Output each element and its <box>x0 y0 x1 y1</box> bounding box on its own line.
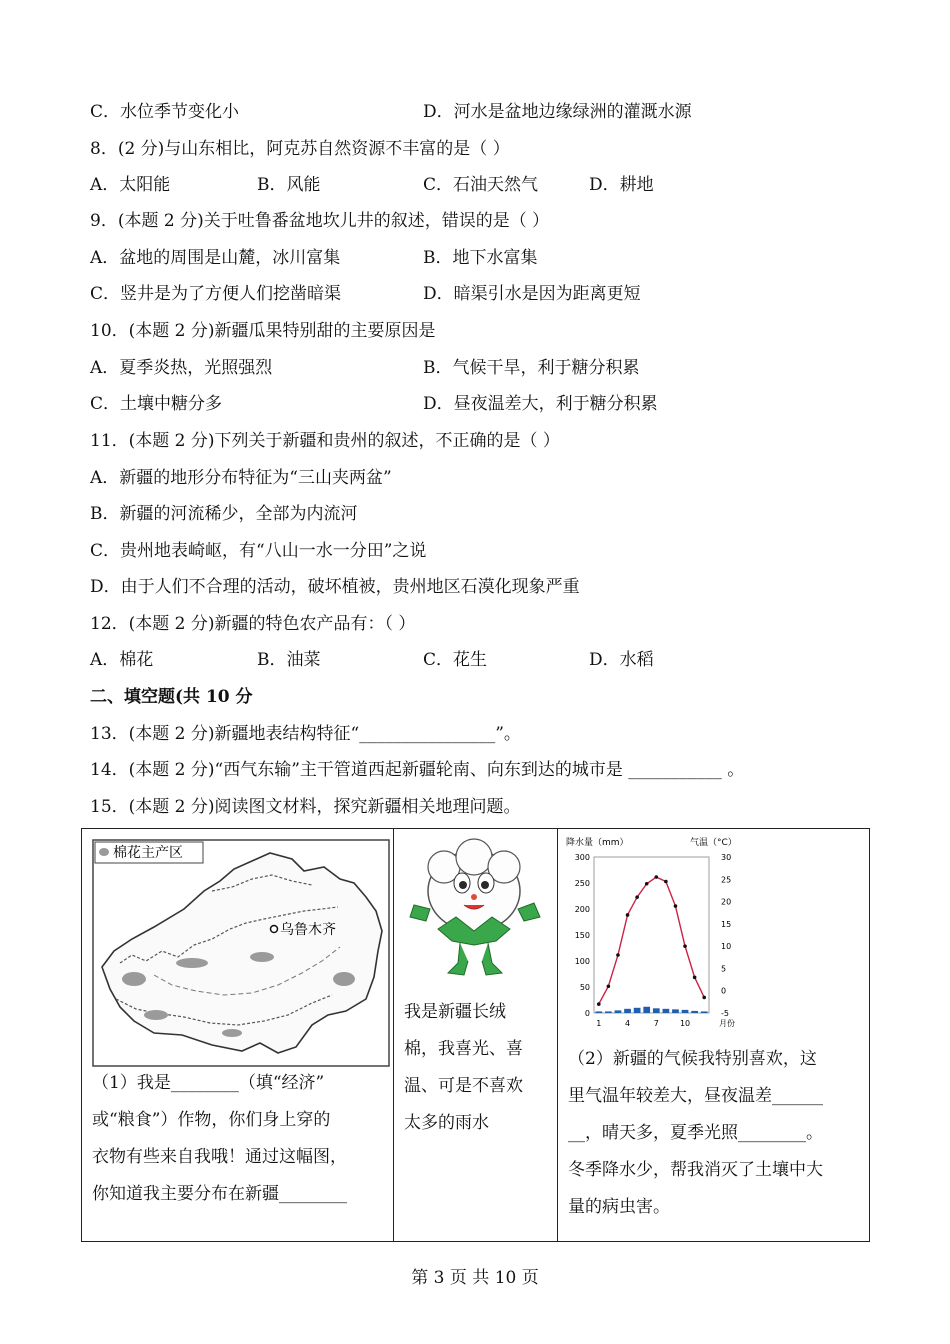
q11-option-b: B．新疆的河流稀少，全部为内流河 <box>90 504 358 524</box>
map-legend-label: 棉花主产区 <box>113 845 183 861</box>
precip-bar <box>701 1011 708 1013</box>
left-axis-title: 降水量（mm） <box>566 838 629 848</box>
precip-tick-label: 50 <box>579 983 590 992</box>
precip-bar <box>643 1007 650 1013</box>
cotton-area-hami <box>333 972 355 986</box>
month-tick-label: 1 <box>596 1019 602 1028</box>
month-tick-label: 7 <box>653 1019 659 1028</box>
temp-tick-label: 0 <box>721 986 727 996</box>
q10-option-c: C．土壤中糖分多 <box>90 394 223 414</box>
part2-line: __，晴天多，夏季光照________。 <box>568 1123 823 1143</box>
cotton-mascot-illustration <box>400 833 550 983</box>
right-axis-title: 气温（°C） <box>690 838 737 848</box>
page-footer: 第 3 页 共 10 页 <box>411 1268 539 1288</box>
xinjiang-cotton-map <box>92 839 390 1067</box>
q8-option-c: C．石油天然气 <box>423 175 539 195</box>
precip-bar <box>691 1011 698 1013</box>
part2-line: （2）新疆的气候我特别喜欢，这 <box>568 1049 817 1069</box>
cotton-line: 温、可是不喜欢 <box>404 1076 523 1096</box>
temperature-point <box>674 904 678 908</box>
temperature-point <box>616 953 620 957</box>
part2-line: 量的病虫害。 <box>568 1197 670 1217</box>
precip-bar <box>663 1009 670 1013</box>
q10-stem: 10．(本题 2 分)新疆瓜果特别甜的主要原因是 <box>90 321 436 341</box>
part2-line: 冬季降水少，帮我消灭了土壤中大 <box>568 1160 823 1180</box>
q8-option-b: B．风能 <box>257 175 321 195</box>
q7-option-d: D．河水是盆地边缘绿洲的灌溉水源 <box>423 102 692 122</box>
temperature-point <box>654 875 658 879</box>
q12-option-b: B．油菜 <box>257 650 321 670</box>
temperature-point <box>626 913 630 917</box>
temperature-point <box>664 880 668 884</box>
q8-stem: 8．(2 分)与山东相比，阿克苏自然资源不丰富的是（ ） <box>90 139 510 159</box>
cotton-area-korla <box>250 952 274 962</box>
cotton-area-kashgar <box>122 972 146 986</box>
x-axis-title: 月份 <box>719 1019 735 1028</box>
part2-line: 里气温年较差大，昼夜温差______ <box>568 1086 823 1106</box>
urumqi-marker <box>271 926 278 933</box>
climate-cell <box>558 829 870 1242</box>
part1-line: 你知道我主要分布在新疆________ <box>92 1184 347 1204</box>
q11-option-d: D．由于人们不合理的活动，破坏植被，贵州地区石漠化现象严重 <box>90 577 580 597</box>
q14-stem: 14．(本题 2 分)“西气东输”主干管道西起新疆轮南、向东到达的城市是 ___________ 。 <box>90 760 745 780</box>
q12-stem: 12．(本题 2 分)新疆的特色农产品有：（ ） <box>90 614 416 634</box>
q12-option-a: A．棉花 <box>90 650 154 670</box>
temperature-point <box>607 984 611 988</box>
precip-bar <box>615 1010 622 1013</box>
temp-tick-label: 25 <box>721 875 732 885</box>
precip-bar <box>672 1009 679 1013</box>
cotton-line: 太多的雨水 <box>404 1113 489 1133</box>
precip-tick-label: 200 <box>574 905 590 914</box>
precip-bar <box>653 1008 660 1013</box>
cotton-line: 棉，我喜光、喜 <box>404 1039 523 1059</box>
precip-bar <box>634 1008 641 1013</box>
temperature-point <box>702 996 706 1000</box>
temp-tick-label: 20 <box>721 897 732 907</box>
precip-tick-label: 250 <box>574 879 590 888</box>
q12-option-d: D．水稻 <box>589 650 654 670</box>
material-table <box>81 828 870 1242</box>
cotton-line: 我是新疆长绒 <box>404 1002 506 1022</box>
q11-option-a: A．新疆的地形分布特征为“三山夹两盆” <box>90 468 392 488</box>
section-heading-fill-in: 二、填空题(共 10 分 <box>90 687 253 707</box>
q9-option-a: A．盆地的周围是山麓，冰川富集 <box>90 248 341 268</box>
q9-option-b: B．地下水富集 <box>423 248 538 268</box>
map-city-label: 乌鲁木齐 <box>280 922 336 938</box>
precip-tick-label: 150 <box>574 931 590 940</box>
q10-option-a: A．夏季炎热，光照强烈 <box>90 358 273 378</box>
q8-option-d: D．耕地 <box>589 175 654 195</box>
temperature-point <box>683 944 687 948</box>
temp-tick-label: 5 <box>721 964 727 974</box>
temperature-point <box>635 895 639 899</box>
cotton-area-hotan <box>144 1010 168 1020</box>
map-cell <box>82 829 394 1242</box>
precip-bar <box>682 1010 689 1013</box>
climate-chart <box>564 835 754 1035</box>
q13-stem: 13．(本题 2 分)新疆地表结构特征“________________”。 <box>90 724 521 744</box>
precip-bar <box>624 1009 631 1013</box>
precip-tick-label: 0 <box>584 1009 590 1018</box>
part1-line: 或“粮食”）作物，你们身上穿的 <box>92 1110 331 1130</box>
precip-tick-label: 300 <box>574 853 590 862</box>
q8-option-a: A．太阳能 <box>90 175 171 195</box>
q12-option-c: C．花生 <box>423 650 488 670</box>
month-tick-label: 10 <box>679 1019 691 1028</box>
cotton-speech-text <box>404 994 554 1142</box>
q9-stem: 9．(本题 2 分)关于吐鲁番盆地坎儿井的叙述，错误的是（ ） <box>90 211 550 231</box>
cotton-cell <box>394 829 558 1242</box>
temp-tick-label: -5 <box>721 1009 729 1018</box>
cotton-area-south <box>222 1029 242 1037</box>
q9-option-c: C．竖井是为了方便人们挖凿暗渠 <box>90 284 342 304</box>
q10-option-b: B．气候干旱，利于糖分积累 <box>423 358 640 378</box>
q11-stem: 11．(本题 2 分)下列关于新疆和贵州的叙述，不正确的是（ ） <box>90 431 560 451</box>
cotton-area-aksu <box>176 958 208 968</box>
temperature-point <box>597 1002 601 1006</box>
precip-bar <box>595 1011 602 1013</box>
q9-option-d: D．暗渠引水是因为距离更短 <box>423 284 641 304</box>
q11-option-c: C．贵州地表崎岖，有“八山一水一分田”之说 <box>90 541 427 561</box>
month-tick-label: 4 <box>624 1019 631 1028</box>
q10-option-d: D．昼夜温差大，利于糖分积累 <box>423 394 658 414</box>
precip-bar <box>605 1011 612 1013</box>
part1-line: 衣物有些来自我哦！通过这幅图， <box>92 1147 347 1167</box>
temperature-point <box>693 976 697 980</box>
temp-tick-label: 10 <box>721 942 732 952</box>
q7-option-c: C．水位季节变化小 <box>90 102 240 122</box>
part2-text <box>568 1041 868 1226</box>
q15-stem: 15．(本题 2 分)阅读图文材料，探究新疆相关地理问题。 <box>90 797 521 817</box>
part1-text <box>92 1065 392 1213</box>
temp-tick-label: 30 <box>721 853 732 862</box>
precip-tick-label: 100 <box>574 957 590 966</box>
temp-tick-label: 15 <box>721 919 732 929</box>
temperature-point <box>645 882 649 886</box>
part1-line: （1）我是________（填“经济” <box>92 1073 325 1093</box>
legend-swatch <box>99 848 109 856</box>
temperature-line <box>599 877 704 1004</box>
